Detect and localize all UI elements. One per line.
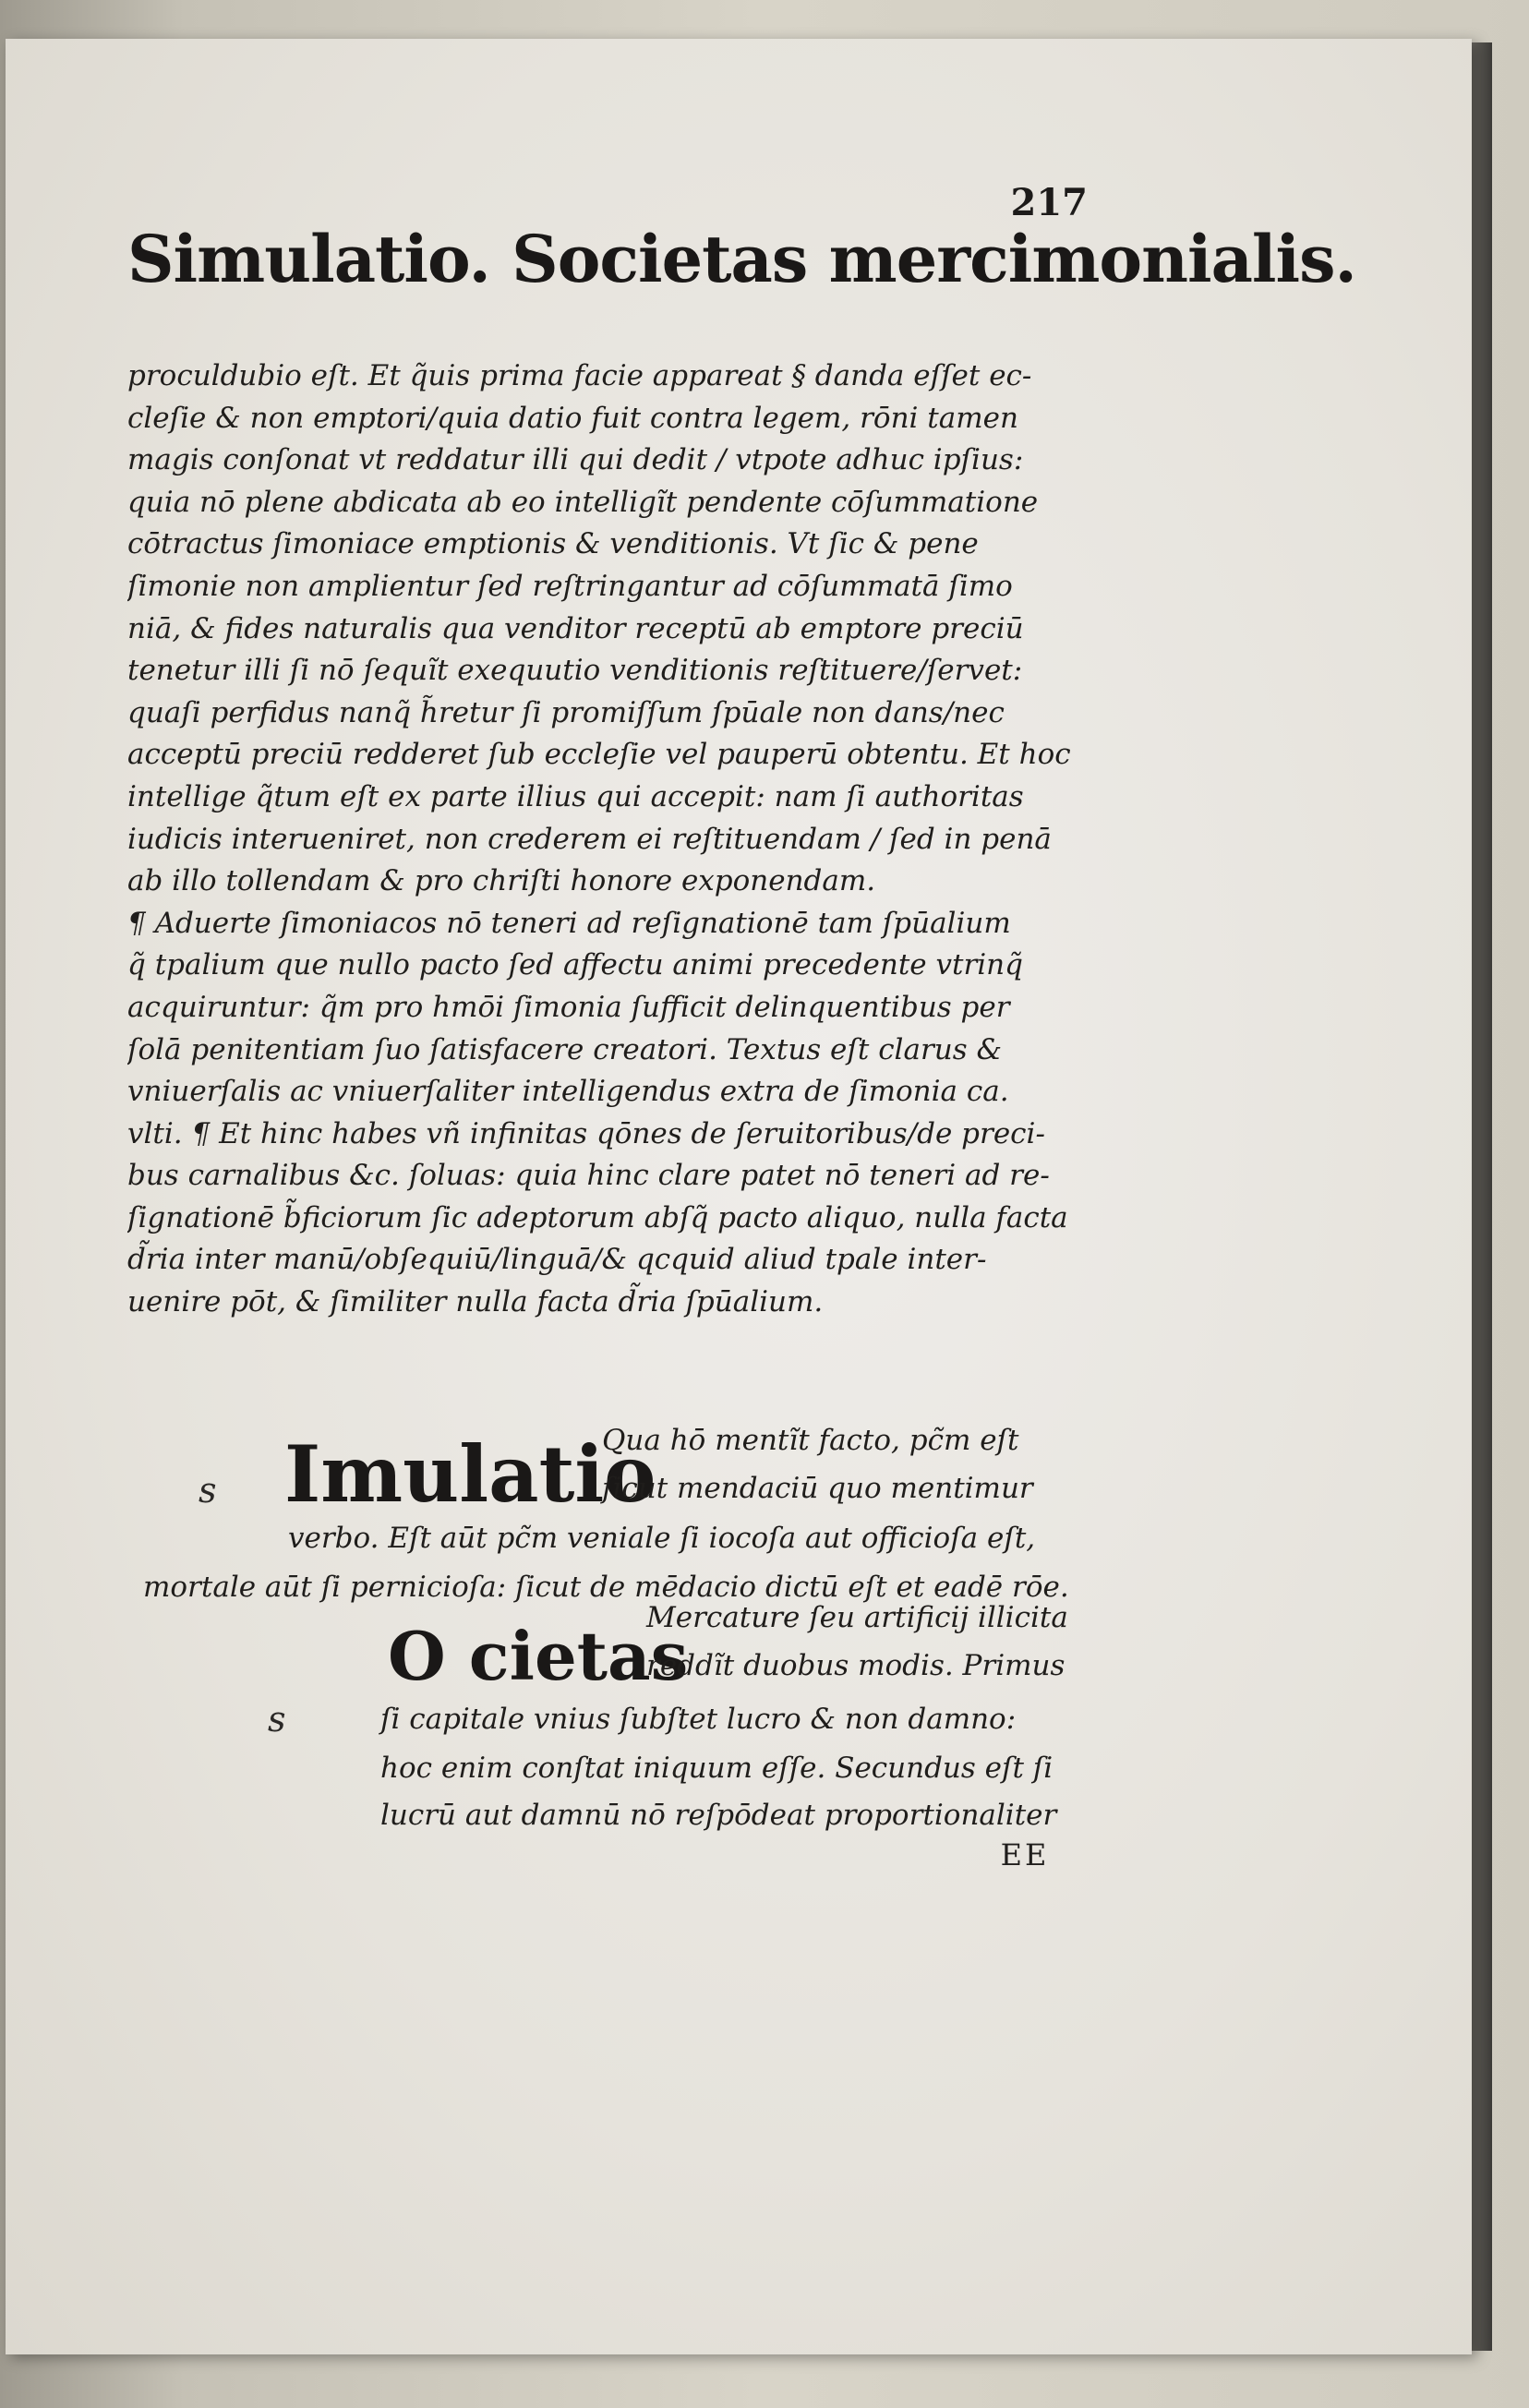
text-line: ſolā penitentiam ſuo ſatisfacere creatori. Textus eſt clarus &	[127, 1032, 1003, 1066]
text-line: bus carnalibus &c. ſoluas: quia hinc clare patet nō teneri ad re-	[127, 1159, 1050, 1193]
page-number: 217	[1010, 181, 1088, 224]
text-line: ſimonie non amplientur ſed reſtringantur ad cōſummatā ſimo	[127, 569, 1013, 603]
entry-line: mortale aūt ſi pernicioſa: ſicut de mēdacio dictū eſt et eadē rōe.	[143, 1571, 1069, 1604]
entry-line: Qua hō mentĩt facto, pc̃m eſt	[602, 1424, 1019, 1457]
text-line: magis conſonat vt reddatur illi qui dedit / vtpote adhuc ipſius:	[127, 443, 1024, 477]
signature-mark: EE	[1000, 1837, 1050, 1872]
text-line: acquiruntur: q̃m pro hmōi ſimonia ſufficit delinquentibus per	[127, 990, 1010, 1024]
text-line: cōtractus ſimoniace emptionis & venditionis. Vt ſic & pene	[127, 527, 979, 561]
text-line: uenire pōt, & ſimiliter nulla facta d̃ria ſpūalium.	[127, 1285, 824, 1319]
entry-line: Mercature ſeu artificij illicita	[646, 1601, 1068, 1634]
guide-letter: s	[268, 1699, 286, 1740]
text-line: ab illo tollendam & pro chriſti honore exponendam.	[127, 864, 876, 898]
text-line: d̃ria inter manū/obſequiū/linguā/& qcquid aliud tpale inter-	[127, 1243, 987, 1277]
text-line: intellige q̃tum eſt ex parte illius qui accepit: nam ſi authoritas	[127, 779, 1024, 813]
entry-initial: Imulatio	[284, 1428, 656, 1520]
text-line: iudicis interueniret, non crederem ei reſtituendam / ſed in penā	[127, 822, 1052, 856]
text-line: cleſie & non emptori/quia datio fuit contra legem, rōni tamen	[127, 401, 1018, 435]
text-line: proculdubio eſt. Et q̃uis prima facie appareat § danda eſſet ec-	[127, 359, 1032, 392]
entry-line: lucrū aut damnū nō reſpōdeat proportionaliter	[380, 1799, 1057, 1832]
text-line: quaſi perfidus nanq̃ h̃retur ſi promiſſum ſpūale non dans/nec	[127, 695, 1005, 729]
running-head: Simulatio. Societas mercimonialis.	[127, 221, 1356, 297]
text-line: ¶ Aduerte ſimoniacos nō teneri ad reſignationē tam ſpūalium	[127, 906, 1011, 940]
text-line: niā, & fides naturalis qua venditor receptū ab emptore preciū	[127, 611, 1024, 645]
text-line: vniuerſalis ac vniuerſaliter intelligendus extra de ſimonia ca.	[127, 1075, 1009, 1109]
text-line: tenetur illi ſi nō ſequĩt exequutio venditionis reſtituere/ſervet:	[127, 654, 1023, 688]
book-edge	[1472, 42, 1492, 2351]
guide-letter: s	[199, 1470, 217, 1511]
text-line: ſignationē b̃ficiorum ſic adeptorum abſq̃ pacto aliquo, nulla facta	[127, 1200, 1068, 1234]
entry-line: hoc enim conſtat iniquum eſſe. Secundus eſt ſi	[380, 1752, 1053, 1785]
text-line: quia nō plene abdicata ab eo intelligĩt pendente cōſummatione	[127, 485, 1039, 519]
text-line: q̃ tpalium que nullo pacto ſed affectu animi precedente vtrinq̃	[127, 948, 1023, 982]
entry-line: ſi capitale vnius ſubſtet lucro & non damno:	[380, 1703, 1017, 1736]
text-line: acceptū preciū redderet ſub eccleſie vel pauperū obtentu. Et hoc	[127, 738, 1071, 772]
entry-line: verbo. Eſt aūt pc̃m veniale ſi iocoſa aut officioſa eſt,	[288, 1522, 1036, 1555]
entry-line: ſicut mendaciū quo mentimur	[602, 1472, 1033, 1505]
text-line: vlti. ¶ Et hinc habes vñ infinitas qōnes de ſeruitoribus/de preci-	[127, 1116, 1045, 1150]
entry-initial: O cietas	[388, 1617, 689, 1695]
entry-line: reddĩt duobus modis. Primus	[646, 1649, 1065, 1682]
main-text-block	[127, 355, 1088, 1324]
